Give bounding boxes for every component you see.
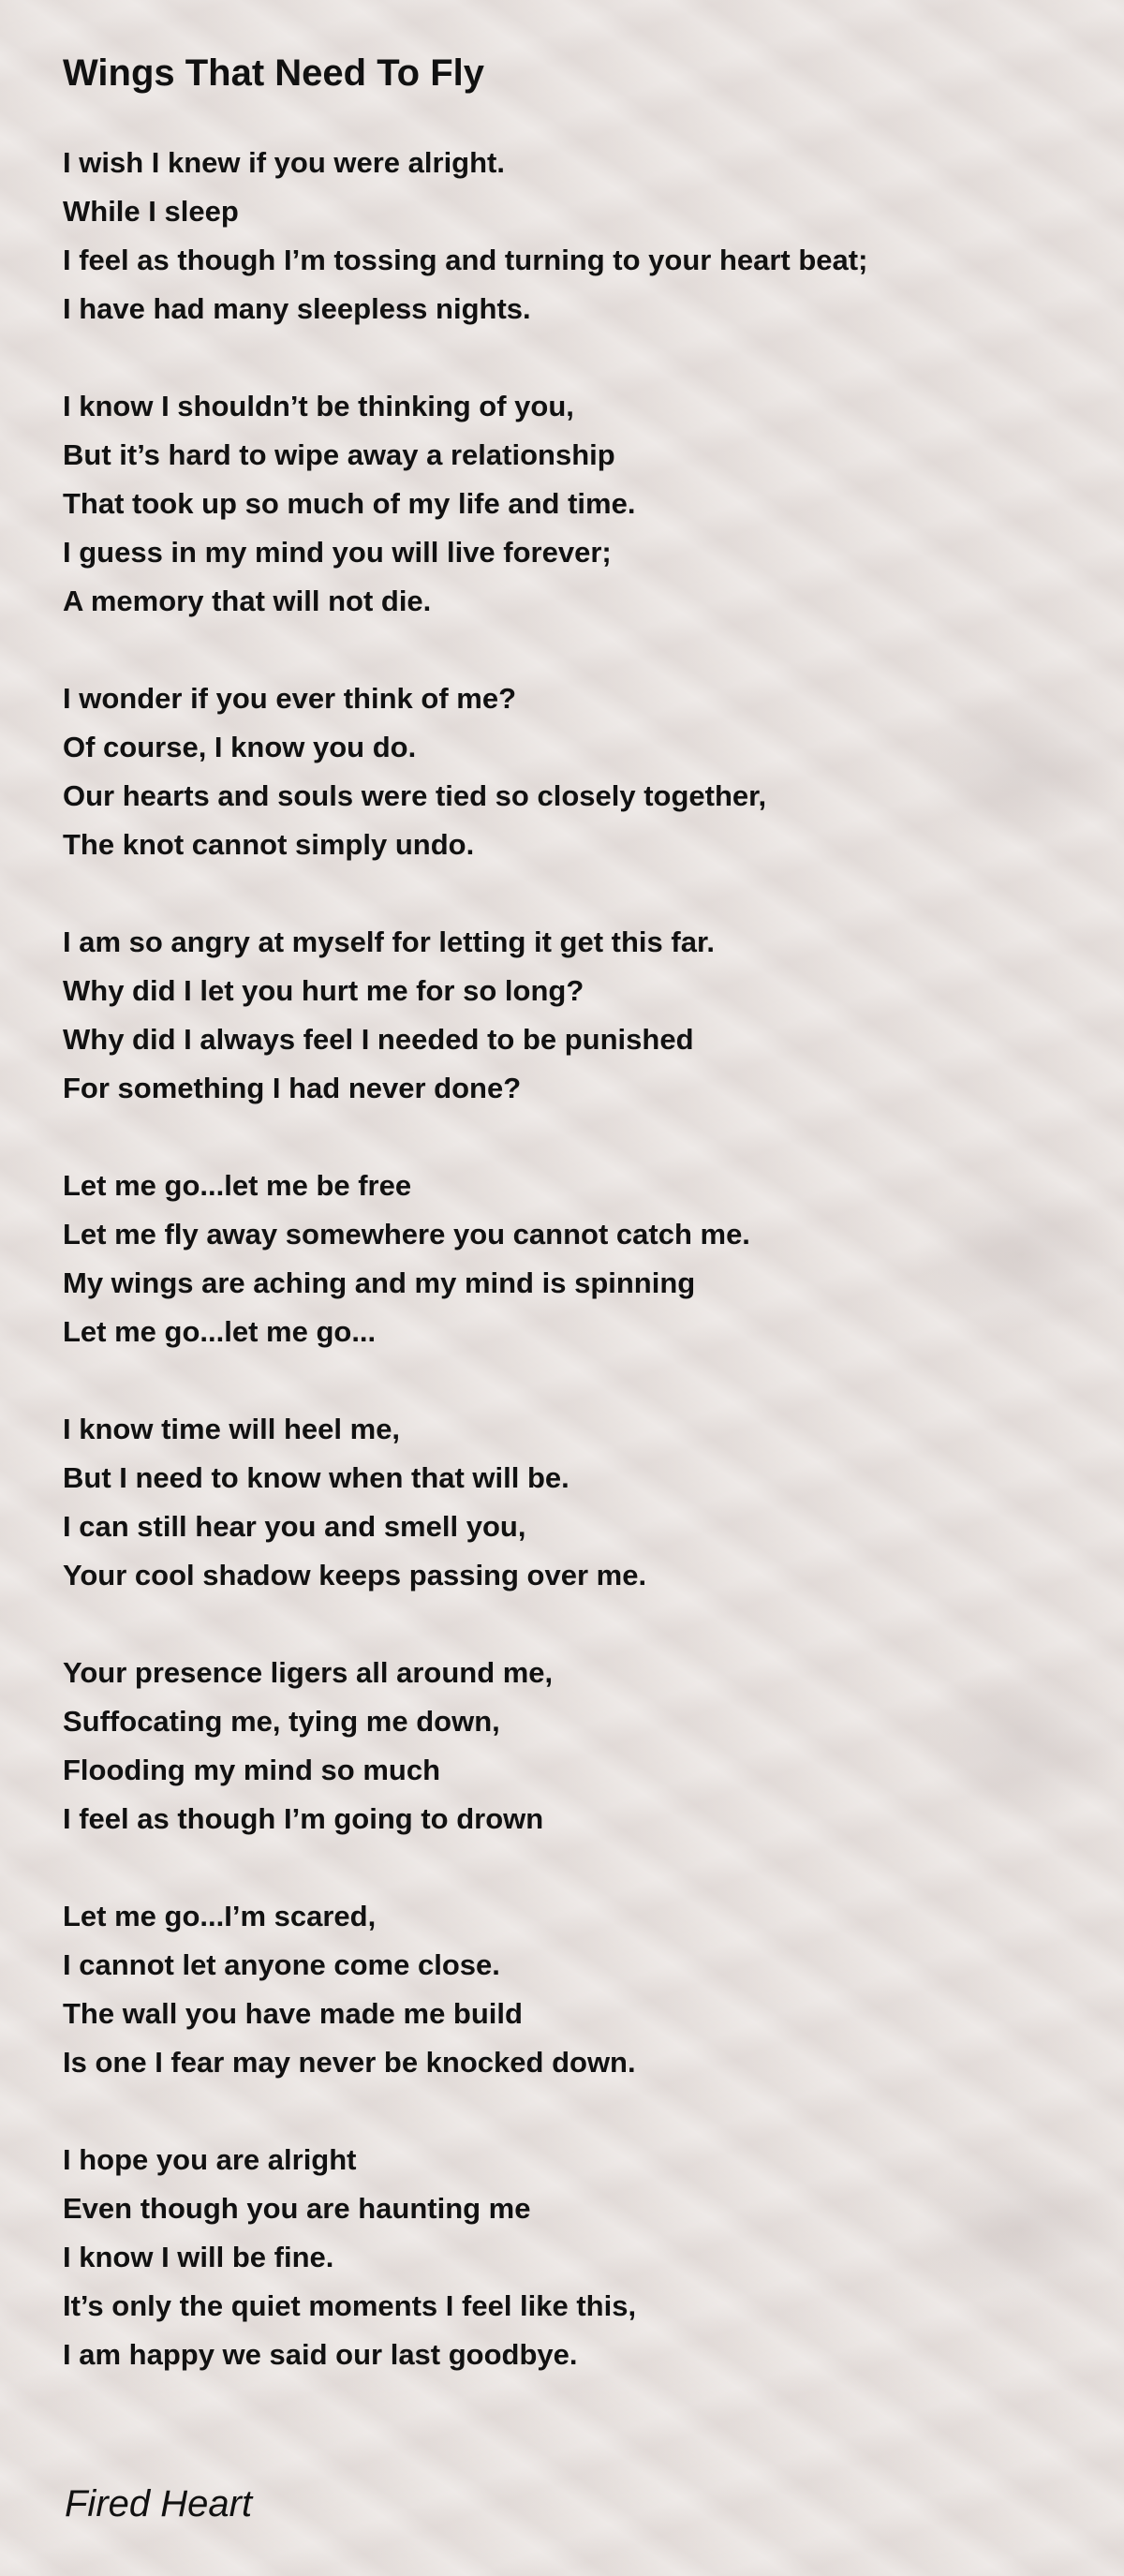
poem-line: But it’s hard to wipe away a relationship	[63, 438, 615, 471]
poem-author: Fired Heart	[65, 2483, 253, 2524]
poem-line: The wall you have made me build	[63, 1997, 523, 2030]
poem-line: I cannot let anyone come close.	[63, 1948, 500, 1981]
stanza	[63, 674, 1074, 869]
stanza	[63, 139, 1074, 333]
poem-line: Let me go...I’m scared,	[63, 1900, 377, 1932]
poem-line: I am happy we said our last goodbye.	[63, 2338, 578, 2371]
poem-line: That took up so much of my life and time.	[63, 487, 636, 520]
poem-line: The knot cannot simply undo.	[63, 828, 475, 861]
stanza	[63, 382, 1074, 626]
poem-line: Let me go...let me be free	[63, 1169, 412, 1202]
stanza	[63, 1162, 1074, 1356]
poem-line: I feel as though I’m going to drown	[63, 1802, 544, 1835]
poem-line: I hope you are alright	[63, 2143, 357, 2176]
poem-line: I know time will heel me,	[63, 1413, 401, 1445]
stanza	[63, 2136, 1074, 2379]
poem-line: Let me go...let me go...	[63, 1315, 377, 1348]
stanza	[63, 1649, 1074, 1843]
poem-line: I know I shouldn’t be thinking of you,	[63, 390, 574, 422]
poem-line: While I sleep	[63, 195, 239, 228]
poem-line: I know I will be fine.	[63, 2241, 334, 2273]
poem-line: Your cool shadow keeps passing over me.	[63, 1559, 647, 1591]
stanza	[63, 1892, 1074, 2087]
poem-line: Flooding my mind so much	[63, 1754, 440, 1786]
poem-line: A memory that will not die.	[63, 585, 432, 617]
poem-line: I have had many sleepless nights.	[63, 292, 531, 325]
poem-line: Your presence ligers all around me,	[63, 1656, 554, 1689]
poem-line: For something I had never done?	[63, 1072, 522, 1104]
poem-line: I wonder if you ever think of me?	[63, 682, 517, 715]
poem-line: Why did I let you hurt me for so long?	[63, 974, 584, 1007]
poem-line: Why did I always feel I needed to be punished	[63, 1023, 694, 1056]
poem-line: Is one I fear may never be knocked down.	[63, 2046, 636, 2079]
poem-line: I am so angry at myself for letting it get this far.	[63, 925, 715, 958]
poem-line: I wish I knew if you were alright.	[63, 146, 505, 179]
poem-line: Of course, I know you do.	[63, 731, 417, 763]
poem-line: I can still hear you and smell you,	[63, 1510, 526, 1543]
poem-line: My wings are aching and my mind is spinning	[63, 1266, 696, 1299]
stanza	[63, 918, 1074, 1113]
poem-line: Even though you are haunting me	[63, 2192, 531, 2225]
poem-line: It’s only the quiet moments I feel like this,	[63, 2289, 637, 2322]
poem-body	[63, 139, 1074, 2428]
poem-line: Our hearts and souls were tied so closely together,	[63, 779, 767, 812]
poem-line: I guess in my mind you will live forever;	[63, 536, 612, 569]
poem-title: Wings That Need To Fly	[63, 52, 485, 94]
stanza	[63, 1405, 1074, 1600]
poem-line: I feel as though I’m tossing and turning to your heart beat;	[63, 244, 868, 276]
poem-line: Let me fly away somewhere you cannot catch me.	[63, 1218, 750, 1251]
poem-line: Suffocating me, tying me down,	[63, 1705, 500, 1738]
poem-line: But I need to know when that will be.	[63, 1461, 569, 1494]
